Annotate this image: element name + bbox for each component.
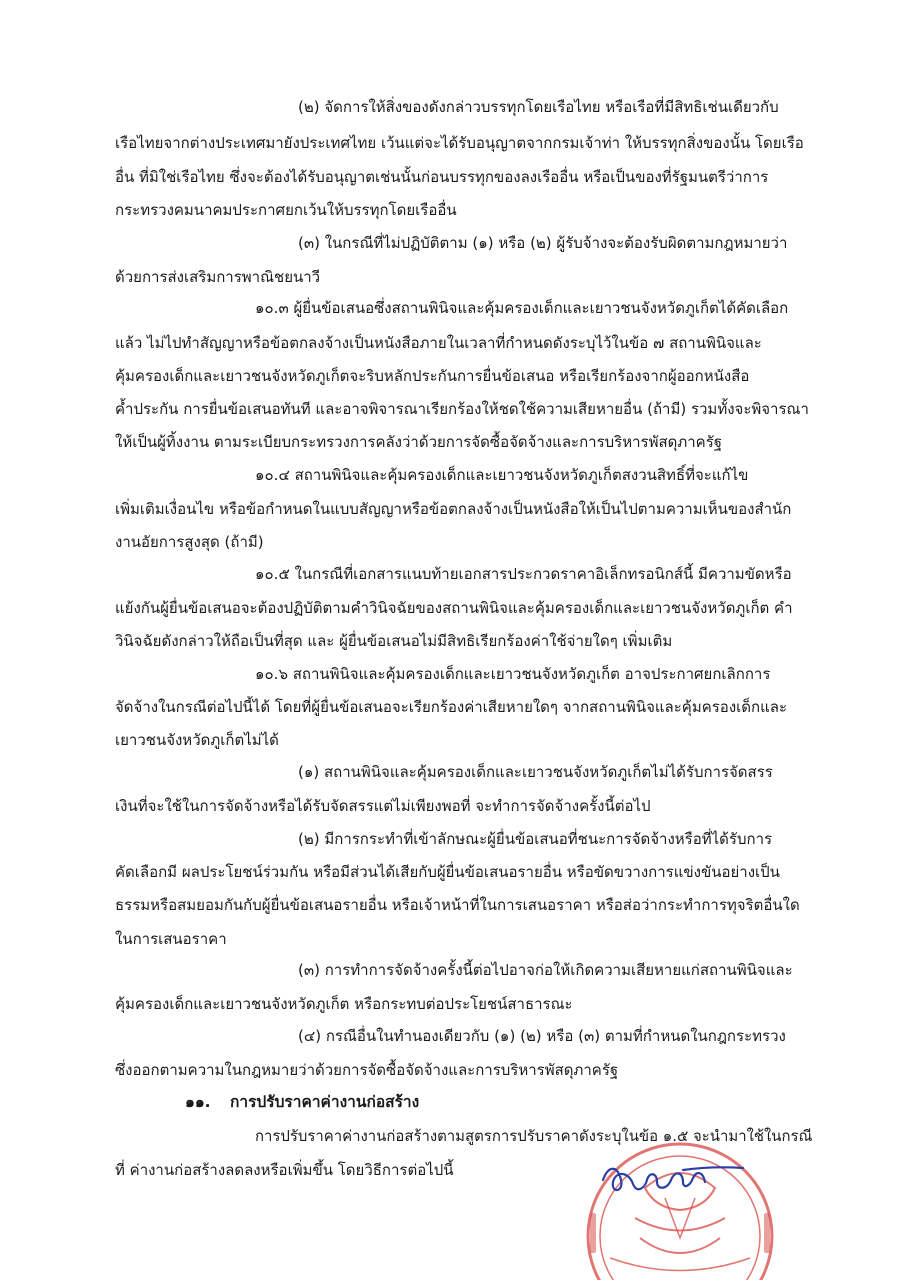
text-line: แล้ว ไม่ไปทำสัญญาหรือข้อตกลงจ้างเป็นหนังสือภายในเวลาที่กำหนดดังระบุไว้ในข้อ ๗ สถานพินิจและ: [115, 334, 762, 352]
text-line: วินิจฉัยดังกล่าวให้ถือเป็นที่สุด และ ผู้ยื่นข้อเสนอไม่มีสิทธิเรียกร้องค่าใช้จ่ายใดๆ เพิ่มเติม: [115, 632, 673, 650]
text-line: ๑๐.๕ ในกรณีที่เอกสารแนบท้ายเอกสารประกวดราคาอิเล็กทรอนิกส์นี้ มีความขัดหรือ: [255, 565, 792, 583]
text-line: อื่น ที่มิใช่เรือไทย ซึ่งจะต้องได้รับอนุญาตเช่นนั้นก่อนบรรทุกของลงเรืออื่น หรือเป็นของที่รัฐมนตรีว่าการ: [115, 168, 769, 186]
text-line: ธรรมหรือสมยอมกันกับผู้ยื่นข้อเสนอรายอื่น หรือเจ้าหน้าที่ในการเสนอราคา หรือส่อว่ากระทำการทุจริตอื่นใด: [115, 896, 800, 914]
text-line: ที่ ค่างานก่อสร้างลดลงหรือเพิ่มขึ้น โดยวิธีการต่อไปนี้: [115, 1161, 454, 1179]
text-line: เรือไทยจากต่างประเทศมายังประเทศไทย เว้นแต่จะได้รับอนุญาตจากกรมเจ้าท่า ให้บรรทุกสิ่งของนั้น โดยเรือ: [115, 134, 804, 152]
text-line: ค้ำประกัน การยื่นข้อเสนอทันที และอาจพิจารณาเรียกร้องให้ชดใช้ความเสียหายอื่น (ถ้ามี) รวมทั้งจะพิจารณา: [115, 400, 809, 418]
signature: [598, 1140, 748, 1210]
text-line: (๓) ในกรณีที่ไม่ปฏิบัติตาม (๑) หรือ (๒) ผู้รับจ้างจะต้องรับผิดตามกฎหมายว่า: [298, 234, 788, 252]
text-line: (๒) จัดการให้สิ่งของดังกล่าวบรรทุกโดยเรือไทย หรือเรือที่มีสิทธิเช่นเดียวกับ: [298, 98, 779, 116]
text-line: คุ้มครองเด็กและเยาวชนจังหวัดภูเก็ต หรือกระทบต่อประโยชน์สาธารณะ: [115, 995, 573, 1013]
text-line: งานอัยการสูงสุด (ถ้ามี): [115, 533, 264, 551]
text-line: กระทรวงคมนาคมประกาศยกเว้นให้บรรทุกโดยเรืออื่น: [115, 201, 457, 219]
text-line: แย้งกันผู้ยื่นข้อเสนอจะต้องปฏิบัติตามคำวินิจฉัยของสถานพินิจและคุ้มครองเด็กและเยาวชนจังหวัดภูเก็ต คำ: [115, 599, 793, 617]
text-line: ๑๐.๖ สถานพินิจและคุ้มครองเด็กและเยาวชนจังหวัดภูเก็ต อาจประกาศยกเลิกการ: [255, 665, 771, 683]
text-line: ด้วยการส่งเสริมการพาณิชยนาวี: [115, 268, 321, 286]
text-line: เพิ่มเติมเงื่อนไข หรือข้อกำหนดในแบบสัญญาหรือข้อตกลงจ้างเป็นหนังสือให้เป็นไปตามความเห็นของสำนัก: [115, 500, 792, 518]
text-line: (๔) กรณีอื่นในทำนองเดียวกับ (๑) (๒) หรือ (๓) ตามที่กำหนดในกฎกระทรวง: [298, 1027, 786, 1045]
text-line: (๓) การทำการจัดจ้างครั้งนี้ต่อไปอาจก่อให้เกิดความเสียหายแก่สถานพินิจและ: [298, 961, 793, 979]
text-line: จัดจ้างในกรณีต่อไปนี้ได้ โดยที่ผู้ยื่นข้อเสนอจะเรียกร้องค่าเสียหายใดๆ จากสถานพินิจและคุ้มครองเด็กและ: [115, 698, 788, 716]
text-line: ให้เป็นผู้ทิ้งงาน ตามระเบียบกระทรวงการคลังว่าด้วยการจัดซื้อจัดจ้างและการบริหารพัสดุภาครัฐ: [115, 433, 723, 451]
text-line: คัดเลือกมี ผลประโยชน์ร่วมกัน หรือมีส่วนได้เสียกับผู้ยื่นข้อเสนอรายอื่น หรือขัดขวางการแข่งขันอย่างเป็น: [115, 863, 780, 881]
text-line: (๑) สถานพินิจและคุ้มครองเด็กและเยาวชนจังหวัดภูเก็ตไม่ได้รับการจัดสรร: [298, 763, 773, 781]
text-line: เยาวชนจังหวัดภูเก็ตไม่ได้: [115, 731, 279, 749]
text-line: (๒) มีการกระทำที่เข้าลักษณะผู้ยื่นข้อเสนอที่ชนะการจัดจ้างหรือที่ได้รับการ: [298, 830, 773, 848]
text-line: การปรับราคาค่างานก่อสร้างตามสูตรการปรับราคาดังระบุในข้อ ๑.๕ จะนำมาใช้ในกรณี: [255, 1127, 813, 1145]
text-line: เงินที่จะใช้ในการจัดจ้างหรือได้รับจัดสรรแต่ไม่เพียงพอที่ จะทำการจัดจ้างครั้งนี้ต่อไป: [115, 797, 651, 815]
text-line: ซึ่งออกตามความในกฎหมายว่าด้วยการจัดซื้อจัดจ้างและการบริหารพัสดุภาครัฐ: [115, 1061, 619, 1079]
text-line: ๑๐.๓ ผู้ยื่นข้อเสนอซึ่งสถานพินิจและคุ้มครองเด็กและเยาวชนจังหวัดภูเก็ตได้คัดเลือก: [255, 299, 789, 317]
text-line: ในการเสนอราคา: [115, 930, 227, 948]
section-title: การปรับราคาค่างานก่อสร้าง: [230, 1093, 420, 1111]
section-number: ๑๑.: [185, 1093, 211, 1111]
text-line: คุ้มครองเด็กและเยาวชนจังหวัดภูเก็ตจะริบหลักประกันการยื่นข้อเสนอ หรือเรียกร้องจากผู้ออกหนังสือ: [115, 367, 750, 385]
text-line: ๑๐.๔ สถานพินิจและคุ้มครองเด็กและเยาวชนจังหวัดภูเก็ตสงวนสิทธิ์ที่จะแก้ไข: [255, 466, 749, 484]
